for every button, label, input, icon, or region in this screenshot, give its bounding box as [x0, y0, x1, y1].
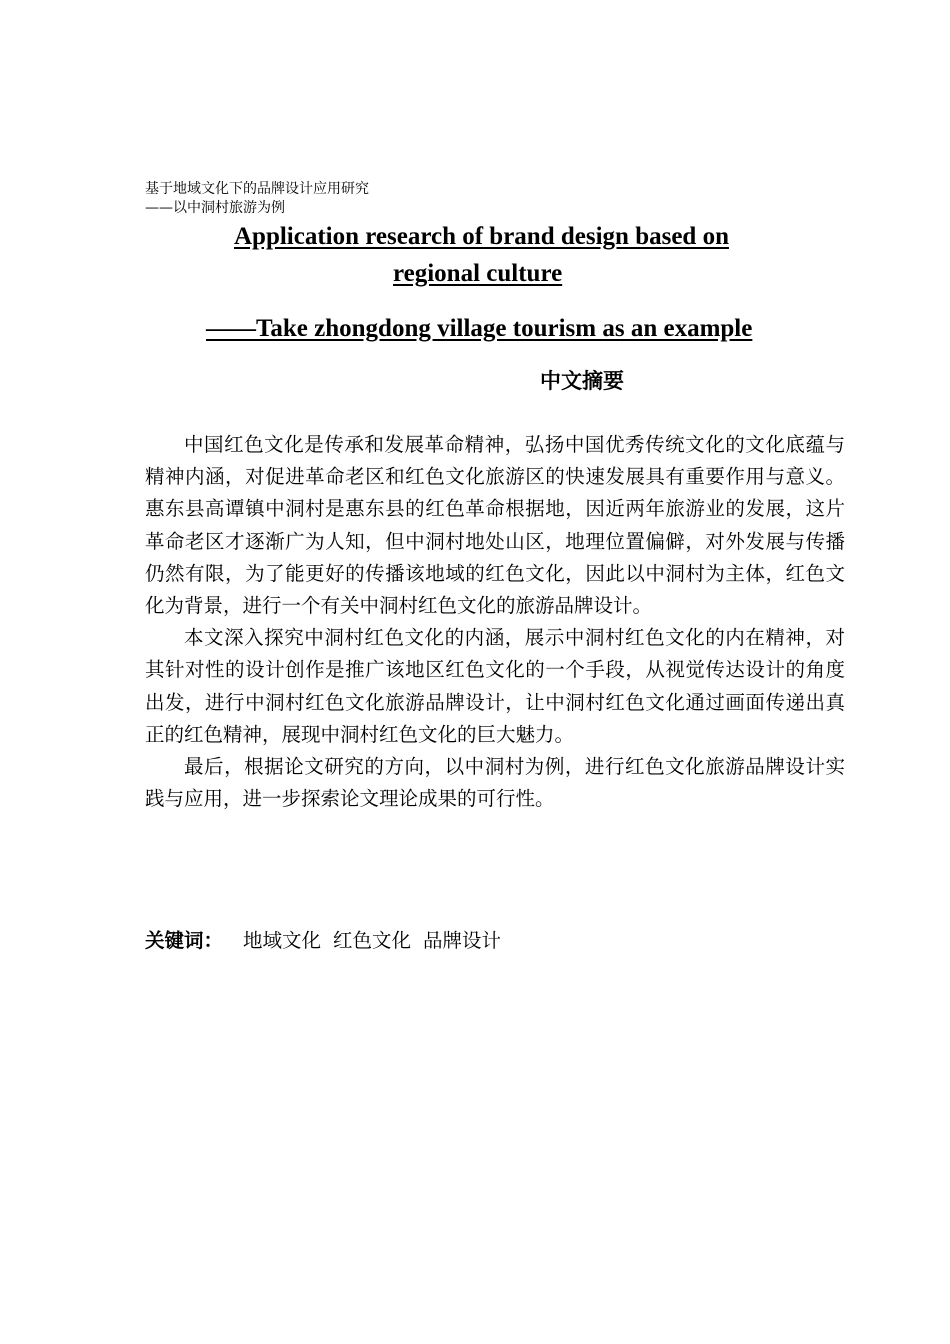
chinese-title: 基于地域文化下的品牌设计应用研究: [145, 181, 369, 197]
keywords-line: [145, 926, 513, 956]
keywords-label: 关键词：: [145, 929, 224, 952]
english-title-line-1: Application research of brand design based on: [234, 223, 729, 250]
keyword-item: 红色文化: [333, 929, 412, 952]
abstract-paragraph-1: 中国红色文化是传承和发展革命精神，弘扬中国优秀传统文化的文化底蕴与精神内涵，对促进革命老区和红色文化旅游区的快速发展具有重要作用与意义。惠东县高谭镇中洞村是惠东县的红色革命根据地，因近两年旅游业的发展，这片革命老区才逐渐广为人知，但中洞村地处山区，地理位置偏僻，对外发展与传播仍然有限，为了能更好的传播该地域的红色文化，因此以中洞村为主体，红色文化为背景，进行一个有关中洞村红色文化的旅游品牌设计。: [145, 433, 845, 618]
english-subtitle: ——Take zhongdong village tourism as an example: [206, 315, 753, 342]
keyword-item: 品牌设计: [423, 929, 502, 952]
chinese-subtitle: ——以中洞村旅游为例: [145, 200, 285, 216]
keyword-item: 地域文化: [243, 929, 322, 952]
english-title-line-2: regional culture: [393, 260, 563, 287]
abstract-paragraph-2: 本文深入探究中洞村红色文化的内涵，展示中洞村红色文化的内在精神，对其针对性的设计创作是推广该地区红色文化的一个手段，从视觉传达设计的角度出发，进行中洞村红色文化旅游品牌设计，让中洞村红色文化通过画面传递出真正的红色精神，展现中洞村红色文化的巨大魅力。: [145, 626, 845, 746]
abstract-heading: 中文摘要: [540, 369, 624, 393]
abstract-paragraph-3: 最后，根据论文研究的方向，以中洞村为例，进行红色文化旅游品牌设计实践与应用，进一步探索论文理论成果的可行性。: [145, 755, 845, 811]
abstract-body: [145, 429, 845, 815]
